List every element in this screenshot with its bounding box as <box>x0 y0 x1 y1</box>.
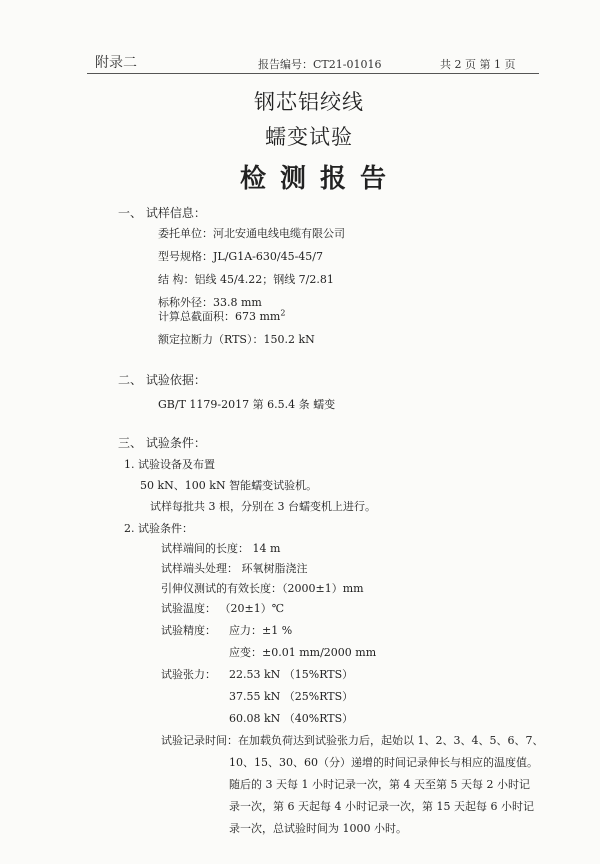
precision-strain: 应变：±0.01 mm/2000 mm <box>229 646 377 659</box>
rated-tensile-strength: 额定拉断力（RTS）：150.2 kN <box>158 333 315 346</box>
record-line-5: 录一次，总试验时间为 1000 小时。 <box>229 822 407 835</box>
tension-25: 37.55 kN （25%RTS） <box>229 690 354 703</box>
report-number: 报告编号：CT21-01016 <box>258 58 382 71</box>
section3-heading: 三、 试验条件： <box>118 436 206 450</box>
specimen-length: 试样端间的长度： 14 m <box>161 542 281 555</box>
test-temperature: 试验温度： （20±1）℃ <box>161 602 285 615</box>
title-line-1: 钢芯铝绞线 <box>254 90 364 114</box>
model: 型号规格：JL/G1A-630/45-45/7 <box>158 250 323 263</box>
appendix-label: 附录二 <box>95 55 137 71</box>
standard: GB/T 1179-2017 第 6.5.4 条 蠕变 <box>158 398 336 411</box>
tension-15: 22.53 kN （15%RTS） <box>229 668 354 681</box>
client: 委托单位：河北安通电线电缆有限公司 <box>158 227 345 240</box>
diameter: 标称外径：33.8 mm <box>158 296 262 309</box>
record-line-3: 随后的 3 天每 1 小时记录一次，第 4 天至第 5 天每 2 小时记 <box>229 778 530 791</box>
sub2-heading: 2. 试验条件： <box>124 522 193 535</box>
precision-label: 试验精度： <box>161 624 216 637</box>
record-line-2: 10、15、30、60（分）递增的时间记录伸长与相应的温度值。 <box>229 756 538 769</box>
structure: 结 构：铝线 45/4.22；钢线 7/2.81 <box>158 273 334 286</box>
precision-stress: 应力：±1 % <box>229 624 293 637</box>
section-area-sup: 2 <box>280 308 286 318</box>
section2-heading: 二、 试验依据： <box>118 373 206 387</box>
page-title: 检测报告 <box>240 164 401 194</box>
sub1-heading: 1. 试验设备及布置 <box>124 458 215 471</box>
section-area <box>158 308 285 324</box>
header-rule <box>87 73 539 74</box>
tension-40: 60.08 kN （40%RTS） <box>229 712 354 725</box>
section-area-label: 计算总截面积：673 mm <box>158 310 281 323</box>
end-treatment: 试样端头处理： 环氧树脂浇注 <box>161 562 308 575</box>
sub1-line2: 试样每批共 3 根，分别在 3 台蠕变机上进行。 <box>150 500 376 513</box>
page-info: 共 2 页 第 1 页 <box>440 58 516 71</box>
record-line-1: 试验记录时间：在加载负荷达到试验张力后，起始以 1、2、3、4、5、6、7、 <box>161 734 544 747</box>
tension-label: 试验张力： <box>161 668 216 681</box>
section1-heading: 一、 试样信息： <box>118 206 206 220</box>
record-line-4: 录一次，第 6 天起每 4 小时记录一次，第 15 天起每 6 小时记 <box>229 800 534 813</box>
gauge-length: 引伸仪测试的有效长度：（2000±1）mm <box>161 582 364 595</box>
title-line-2: 蠕变试验 <box>265 125 353 149</box>
sub1-line1: 50 kN、100 kN 智能蠕变试验机。 <box>140 479 318 492</box>
